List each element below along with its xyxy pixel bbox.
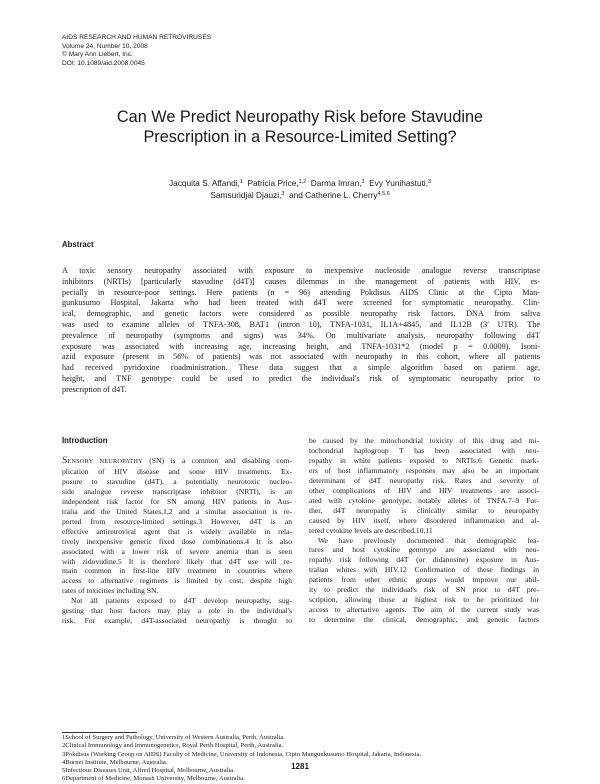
body-line: to determine the clinical, demographic, and genetic factors <box>309 615 539 625</box>
body-line: ers of host inflammatory responses may also be an important <box>309 465 539 475</box>
introduction-heading: Introduction <box>62 436 108 445</box>
abstract-body <box>62 266 540 396</box>
author-name: Darma Imran, <box>310 178 362 188</box>
title-line-2: Prescription in a Resource-Limited Setting? <box>143 128 457 146</box>
journal-copyright: © Mary Ann Liebert, Inc. <box>62 51 133 59</box>
first-line-rest: (SN) is a common and disabling com- <box>142 456 292 465</box>
journal-doi: DOI: 10.1089/aid.2008.0045 <box>62 59 145 67</box>
abstract-line: prescription of d4T. <box>62 384 127 394</box>
body-line: scription, allowing those at highest risk to be prioritized for <box>309 595 539 605</box>
body-line: tively inexpensive generic fixed dose combinations.4 It is also <box>62 536 292 546</box>
abstract-line: pecially in resource-poor settings. Here patients (n = 96) attending Pokdisus AIDS Clinic at the Cipto Man- <box>62 287 540 297</box>
abstract-line: azid exposure (present in 56% of patients) was not associated with neuropathy in this cohort, where all patients <box>62 352 540 362</box>
footnote: 3Pokdisus (Working Group on AIDS) Faculty of Medicine, University of Indonesia, Cipto Mangunkusumo Hospital, Jakarta, Indonesia. <box>62 750 422 758</box>
author-affiliation: 3 <box>361 179 365 185</box>
footnote: 5Infectious Diseases Unit, Alfred Hospital, Melbourne, Australia. <box>62 767 235 775</box>
body-line: effective antiretroviral agent that is widely available in rela- <box>62 526 292 536</box>
body-line: main common in first-line HIV treatment in countries where <box>62 566 292 576</box>
body-column-right <box>309 436 539 625</box>
author-name: Jacquita S. Affandi, <box>168 178 240 188</box>
affiliation-footnotes <box>62 734 421 784</box>
body-line: rates of toxicities including SN. <box>62 586 159 596</box>
body-line: ther, d4T neuropathy is clinically similar to neuropathy <box>309 505 539 515</box>
author-affiliation: 3 <box>428 179 432 185</box>
body-column-left <box>62 456 292 626</box>
abstract-line: height, and TNF genotype could be used to predict the individual's risk of symptomatic neuropathy prior to <box>62 373 540 383</box>
body-line: gesting that host factors may play a role in the individual's <box>62 606 292 616</box>
body-line: be caused by the mitochondrial toxicity of this drug and mi- <box>309 436 539 445</box>
author-name: Samsuridjal Djauzi, <box>210 190 282 200</box>
body-line: associated with a lower risk of severe anemia than is seen <box>62 546 292 556</box>
body-line: ropathy in white patients exposed to NRTIs.6 Genetic mark- <box>309 455 539 465</box>
author-name: Evy Yunihastuti, <box>369 178 429 188</box>
body-line: ity to predict the individual's risk of SN prior to d4T pre- <box>309 585 539 595</box>
body-line: ated with cytokine genotype, notably alleles of TNFA.7–9 Fur- <box>309 495 539 505</box>
body-line: caused by HIV itself, where disordered inflammation and al- <box>309 515 539 525</box>
body-line: ropathy risk following d4T (or didanosine) exposure in Aus- <box>309 555 539 565</box>
author-line-1 <box>0 177 600 189</box>
body-line: with zidovudine.5 It is therefore likely that d4T use will re- <box>62 556 292 566</box>
drop-cap: S <box>62 456 68 466</box>
author-affiliation: 1,2 <box>298 179 307 185</box>
body-line: Not all patients exposed to d4T develop neuropathy, sug- <box>71 596 292 606</box>
title-line-1: Can We Predict Neuropathy Risk before Stavudine <box>116 108 484 126</box>
body-line: We have previously documented that demographic fea- <box>318 535 539 545</box>
abstract-line: prevalence of neuropathy (symptoms and signs) was 34%. On multivariate analysis, neuropathy following d4T <box>62 330 540 340</box>
body-line: access to alternative agents. The aim of the current study was <box>309 605 539 615</box>
body-line: ported from resource-limited settings.3 However, d4T is an <box>62 516 292 526</box>
footnote: 2Clinical Immunology and Immunogenetics, Royal Perth Hospital, Perth, Australia. <box>62 742 284 750</box>
page-number: 1281 <box>291 762 309 771</box>
abstract-line: was used to examine alleles of TNFA-308, BAT1 (intron 10), TNFA-1031, IL1A+4845, and IL12B (3′ UTR). The <box>62 319 540 329</box>
author-affiliation: 1 <box>239 179 243 185</box>
body-line: determinant of d4T neuropathy risk. Rates and severity of <box>309 475 539 485</box>
body-line: tralia and the United States,1,2 and a similar association is re- <box>62 506 292 516</box>
abstract-line: had received pyridoxine coadministration. These data suggest that a simple algorithm based on patient age, <box>62 363 540 373</box>
footnote: 1School of Surgery and Pathology, University of Western Australia, Perth, Australia. <box>62 734 285 741</box>
body-line: posure to stavudine (d4T), a potentially neurotoxic nucleo- <box>62 476 292 486</box>
abstract-line: A toxic sensory neuropathy associated with exposure to inexpensive nucleoside analogue reverse transcriptase <box>62 266 540 275</box>
author-affiliation: 3 <box>281 191 285 197</box>
body-line: tures and host cytokine genotype are associated with neu- <box>309 545 539 555</box>
footnote: 4Burnet Institute, Melbourne, Australia. <box>62 758 168 766</box>
author-name: Patricia Price, <box>247 178 299 188</box>
author-affiliation: 4,5,6 <box>377 191 390 197</box>
author-name: and Catherine L. Cherry <box>289 190 378 200</box>
journal-name: AIDS RESEARCH AND HUMAN RETROVIRUSES <box>62 34 212 41</box>
author-list <box>0 177 600 201</box>
abstract-heading: Abstract <box>62 240 94 249</box>
journal-volume: Volume 24, Number 10, 2008 <box>62 42 148 50</box>
intro-first-line <box>62 456 292 467</box>
body-line: independent risk factor for SN among HIV patients in Aus- <box>62 496 292 506</box>
article-title <box>0 107 600 147</box>
body-line: tralian whites with HIV.12 Confirmation of these findings in <box>309 565 539 575</box>
abstract-line: inhibitors (NRTIs) [particularly stavudine (d4T)] causes dilemmas in the management of patients with HIV, es- <box>62 276 540 286</box>
author-line-2 <box>0 189 600 201</box>
body-line: patients from other ethnic groups would improve our abil- <box>309 575 539 585</box>
abstract-line: ical, demographic, and genetic factors were considered as possible neuropathy risk factors. DNA from saliva <box>62 309 540 319</box>
journal-header <box>62 34 211 68</box>
abstract-line: exposure was associated with increasing age, increasing height, and TNFA-1031*2 (model p = 0.0009). Isoni- <box>62 341 540 351</box>
body-line: tered cytokine levels are described.10,11 <box>309 525 433 535</box>
body-line: other complications of HIV and HIV treatments are associ- <box>309 485 539 495</box>
body-line: side analogue reverse transcriptase inhibitor (NRTI), is an <box>62 486 292 496</box>
body-line: plication of HIV disease and some HIV treatments. Ex- <box>62 466 292 476</box>
footnote-divider <box>62 732 137 733</box>
abstract-line: gunkusumo Hospital, Jakarta who had been treated with d4T were screened for symptomatic neuropathy. Clin- <box>62 298 540 308</box>
body-line: tochondrial haplogroup T has been associated with neu- <box>309 445 539 455</box>
body-line: access to alternative regimens is limited by cost, despite high <box>62 576 292 586</box>
footnote: 6Department of Medicine, Monash University, Melbourne, Australia. <box>62 775 245 783</box>
body-line: risk. For example, d4T-associated neuropathy is thought to <box>62 616 292 626</box>
small-caps-term: ENSORY NEUROPATHY <box>67 458 143 465</box>
